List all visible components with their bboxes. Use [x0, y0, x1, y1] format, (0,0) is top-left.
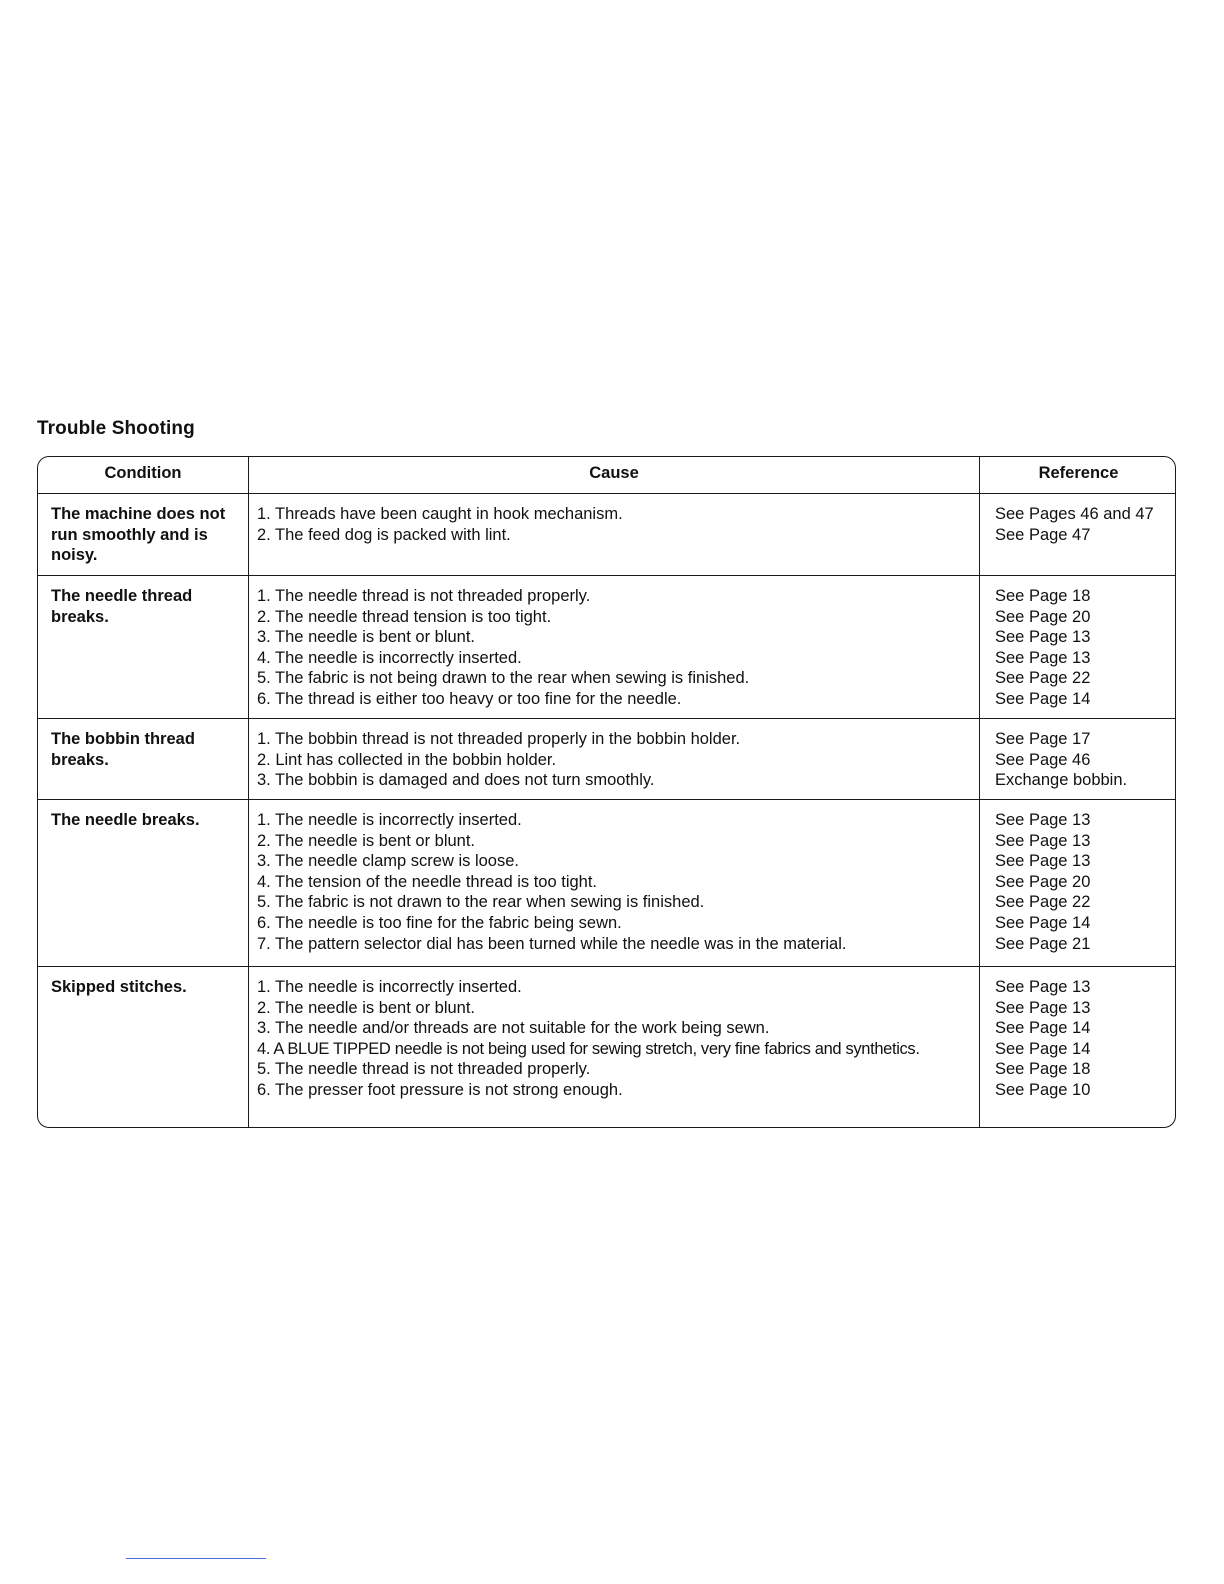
reference-item: See Page 13	[995, 998, 1091, 1017]
condition-cell	[38, 719, 249, 800]
cause-item: 1. Threads have been caught in hook mechanism.	[257, 505, 623, 523]
cause-item: 5. The fabric is not drawn to the rear when sewing is finished.	[257, 893, 705, 912]
cause-item: 2. Lint has collected in the bobbin holder.	[257, 750, 557, 769]
cause-item: 4. A BLUE TIPPED needle is not being used for sewing stretch, very fine fabrics and synthetics.	[257, 1039, 920, 1058]
cause-item: 2. The needle is bent or blunt.	[257, 831, 476, 850]
reference-item: See Page 13	[995, 628, 1091, 647]
page-title: Trouble Shooting	[37, 418, 195, 439]
cause-item: 2. The needle thread tension is too tight.	[257, 607, 552, 626]
reference-item: See Page 13	[995, 648, 1091, 667]
reference-cell	[980, 967, 1176, 1127]
reference-item: See Page 18	[995, 587, 1091, 605]
cause-item: 7. The pattern selector dial has been turned while the needle was in the material.	[257, 934, 847, 953]
cause-item: 1. The needle is incorrectly inserted.	[257, 811, 522, 829]
condition-line: breaks.	[51, 607, 109, 626]
cause-item: 2. The feed dog is packed with lint.	[257, 525, 511, 544]
condition-line: The needle thread	[51, 587, 193, 605]
condition-line: breaks.	[51, 750, 109, 769]
cause-item: 1. The needle is incorrectly inserted.	[257, 978, 522, 996]
cause-item: 1. The needle thread is not threaded properly.	[257, 587, 591, 605]
header-cause: Cause	[249, 457, 980, 494]
condition-line: run smoothly and is	[51, 525, 208, 544]
reference-cell	[980, 800, 1176, 967]
condition-cell	[38, 576, 249, 719]
cause-item: 3. The bobbin is damaged and does not turn smoothly.	[257, 771, 655, 790]
reference-item: See Page 47	[995, 525, 1091, 544]
table-grid	[38, 457, 1175, 1127]
cause-item: 3. The needle is bent or blunt.	[257, 628, 476, 647]
cause-item: 3. The needle and/or threads are not suitable for the work being sewn.	[257, 1019, 770, 1038]
cause-item: 4. The needle is incorrectly inserted.	[257, 648, 522, 667]
condition-line: The needle breaks.	[51, 811, 200, 829]
reference-item: See Page 13	[995, 831, 1091, 850]
cause-item: 3. The needle clamp screw is loose.	[257, 852, 519, 871]
cause-cell	[249, 967, 980, 1127]
condition-cell	[38, 494, 249, 576]
cause-item: 6. The thread is either too heavy or too fine for the needle.	[257, 689, 682, 708]
cause-item: 1. The bobbin thread is not threaded properly in the bobbin holder.	[257, 730, 741, 748]
reference-item: Exchange bobbin.	[995, 771, 1128, 790]
cause-item: 2. The needle is bent or blunt.	[257, 998, 476, 1017]
reference-item: See Page 22	[995, 669, 1091, 688]
cause-cell	[249, 576, 980, 719]
reference-item: See Page 20	[995, 607, 1091, 626]
reference-item: See Page 20	[995, 872, 1091, 891]
header-reference: Reference	[980, 457, 1176, 494]
reference-item: See Page 46	[995, 750, 1091, 769]
reference-cell	[980, 494, 1176, 576]
reference-item: See Page 13	[995, 978, 1091, 996]
condition-line: The bobbin thread	[51, 730, 195, 748]
reference-item: See Page 10	[995, 1080, 1091, 1099]
reference-item: See Page 13	[995, 852, 1091, 871]
cause-item: 5. The needle thread is not threaded properly.	[257, 1060, 591, 1079]
reference-item: See Page 18	[995, 1060, 1091, 1079]
cause-cell	[249, 494, 980, 576]
reference-item: See Page 22	[995, 893, 1091, 912]
condition-cell	[38, 967, 249, 1127]
reference-item: See Page 14	[995, 1039, 1091, 1058]
reference-item: See Page 13	[995, 811, 1091, 829]
cause-item: 6. The needle is too fine for the fabric being sewn.	[257, 913, 622, 932]
reference-item: See Pages 46 and 47	[995, 505, 1154, 523]
reference-item: See Page 14	[995, 913, 1091, 932]
reference-cell	[980, 576, 1176, 719]
footer-divider	[126, 1558, 266, 1559]
troubleshooting-table	[37, 456, 1176, 1128]
reference-item: See Page 14	[995, 1019, 1091, 1038]
reference-item: See Page 17	[995, 730, 1091, 748]
reference-item: See Page 21	[995, 934, 1091, 953]
cause-item: 5. The fabric is not being drawn to the rear when sewing is finished.	[257, 669, 750, 688]
reference-item: See Page 14	[995, 689, 1091, 708]
reference-cell	[980, 719, 1176, 800]
condition-line: Skipped stitches.	[51, 978, 187, 996]
condition-line: noisy.	[51, 546, 98, 565]
header-condition: Condition	[38, 457, 249, 494]
condition-cell	[38, 800, 249, 967]
cause-item: 4. The tension of the needle thread is too tight.	[257, 872, 598, 891]
cause-cell	[249, 719, 980, 800]
cause-item: 6. The presser foot pressure is not strong enough.	[257, 1080, 623, 1099]
condition-line: The machine does not	[51, 505, 226, 523]
cause-cell	[249, 800, 980, 967]
